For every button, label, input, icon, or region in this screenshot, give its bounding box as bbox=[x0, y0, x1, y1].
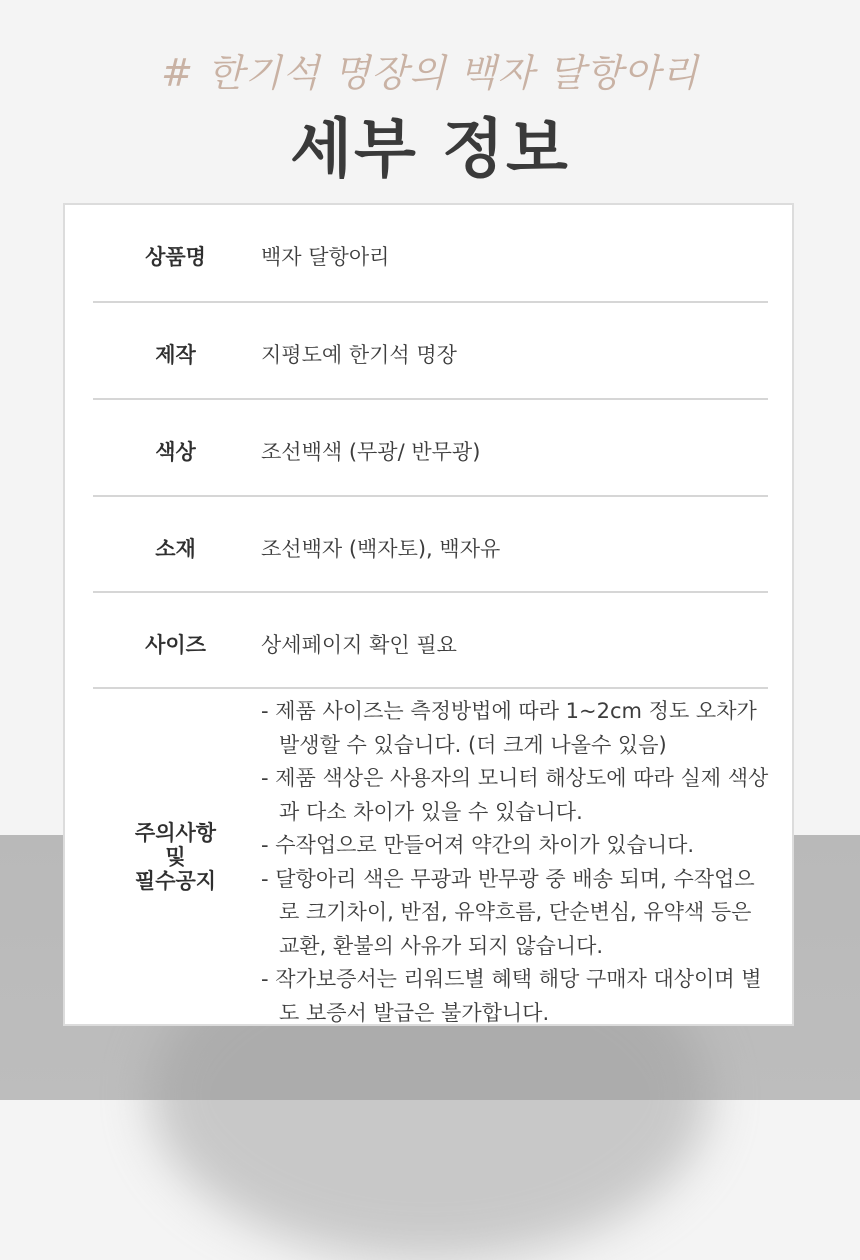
detail-label: 제작 bbox=[155, 343, 196, 367]
detail-row-material bbox=[93, 495, 768, 593]
detail-label: 사이즈 bbox=[145, 633, 206, 657]
detail-row-color bbox=[93, 398, 768, 496]
notice-item: - 제품 사이즈는 측정방법에 따라 1~2cm 정도 오차가 발생할 수 있습니다. (더 크게 나올수 있음) bbox=[261, 699, 757, 757]
detail-value: 조선백자 (백자토), 백자유 bbox=[261, 537, 501, 561]
detail-row-maker bbox=[93, 301, 768, 399]
detail-label: 소재 bbox=[155, 537, 196, 561]
detail-row-size bbox=[93, 591, 768, 689]
detail-value: 상세페이지 확인 필요 bbox=[261, 633, 457, 657]
page-subtitle: # 한기석 명장의 백자 달항아리 bbox=[161, 51, 699, 95]
detail-card bbox=[63, 203, 794, 1026]
notice-item: - 달항아리 색은 무광과 반무광 중 배송 되며, 수작업으로 크기차이, 반점, 유약흐름, 단순변심, 유약색 등은 교환, 환불의 사유가 되지 않습니다. bbox=[261, 866, 755, 958]
notice-list bbox=[261, 695, 771, 1030]
detail-value: 백자 달항아리 bbox=[261, 245, 390, 269]
notice-label-line: 필수공지 bbox=[134, 869, 217, 893]
detail-value: 지평도예 한기석 명장 bbox=[261, 343, 457, 367]
detail-row-notice bbox=[93, 687, 768, 1026]
notice-item: - 제품 색상은 사용자의 모니터 해상도에 따라 실제 색상과 다소 차이가 있을 수 있습니다. bbox=[261, 766, 769, 824]
notice-item: - 수작업으로 만들어져 약간의 차이가 있습니다. bbox=[261, 833, 695, 857]
notice-label bbox=[93, 821, 258, 893]
detail-label: 색상 bbox=[155, 440, 196, 464]
detail-row-product-name bbox=[93, 205, 768, 301]
notice-item: - 작가보증서는 리워드별 혜택 해당 구매자 대상이며 별도 보증서 발급은 불가합니다. bbox=[261, 967, 762, 1025]
detail-label: 상품명 bbox=[145, 245, 206, 269]
page-title: 세부 정보 bbox=[290, 113, 570, 187]
detail-value: 조선백색 (무광/ 반무광) bbox=[261, 440, 481, 464]
notice-label-line: 주의사항 bbox=[134, 821, 217, 845]
notice-label-line: 및 bbox=[165, 845, 186, 869]
